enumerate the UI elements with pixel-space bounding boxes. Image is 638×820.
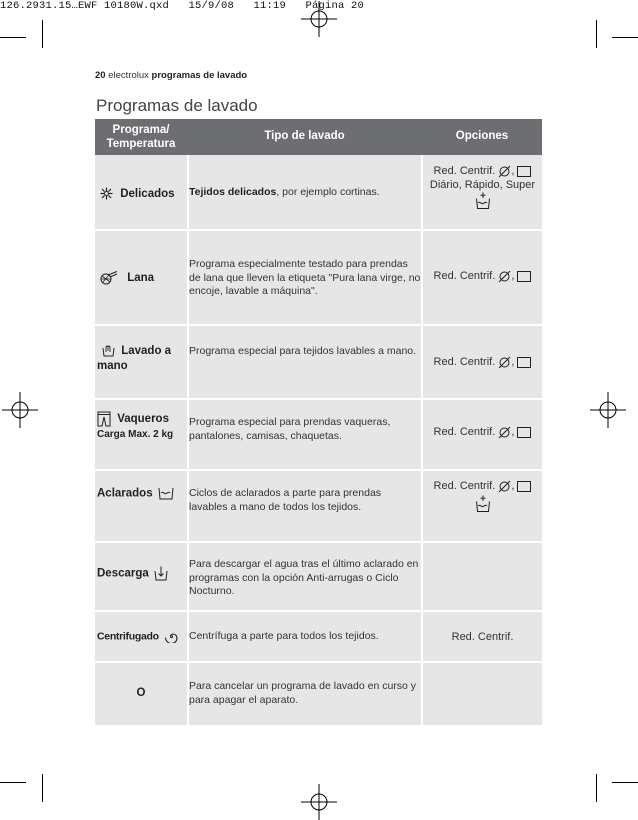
option-text: Red. Centrif. xyxy=(433,426,496,438)
option-text: Red. Centrif. xyxy=(433,356,496,368)
options-cell xyxy=(423,164,542,210)
separator: , xyxy=(511,480,515,492)
options-cell xyxy=(423,355,542,369)
program-name: Delicados xyxy=(120,187,175,200)
table-header xyxy=(95,119,542,155)
program-cell xyxy=(98,271,190,285)
easy-iron-icon xyxy=(517,357,531,368)
header-program xyxy=(95,123,187,151)
header-options: Opciones xyxy=(455,130,509,142)
no-spin-icon xyxy=(498,426,511,439)
wash-type-cell: Para cancelar un programa de lavado en curso y para apagar el aparato. xyxy=(189,680,417,706)
crop-mark xyxy=(596,774,597,802)
program-cell xyxy=(97,487,189,500)
wash-type-cell: Programa especialmente testado para prendas de lana que lleven la etiqueta "Pura lana virge, no encoje, lavable a máquina". xyxy=(189,258,421,297)
brand-name: electrolux xyxy=(108,70,149,81)
crop-mark xyxy=(42,774,43,802)
separator: , xyxy=(511,356,515,368)
program-name: Lavado a mano xyxy=(97,345,172,372)
program-name: Lana xyxy=(127,272,155,285)
delicate-flower-icon xyxy=(100,187,113,200)
table-row xyxy=(95,541,542,610)
programs-table xyxy=(95,119,542,725)
program-name: Descarga xyxy=(97,567,149,580)
easy-iron-icon xyxy=(517,271,531,282)
easy-iron-icon xyxy=(517,427,531,438)
running-head xyxy=(95,70,247,81)
separator: , xyxy=(511,426,515,438)
program-name: Aclarados xyxy=(97,487,153,500)
separator: , xyxy=(511,270,515,282)
options-cell xyxy=(423,269,542,283)
options-cell xyxy=(423,479,542,513)
option-text: Red. Centrif. xyxy=(433,270,496,282)
wash-type-cell: Para descargar el agua tras el último aclarado en programas con la opción Anti-arrugas o Ciclo Nocturno. xyxy=(189,558,419,597)
wash-type-cell: Centrífuga a parte para todos los tejidos. xyxy=(189,630,379,642)
registration-mark-icon xyxy=(2,392,38,428)
program-name: Vaqueros xyxy=(117,413,169,426)
crop-mark xyxy=(612,782,638,783)
wash-type-cell: Programa especial para prendas vaqueras, pantalones, camisas, chaquetas. xyxy=(189,416,391,442)
extra-rinse-icon xyxy=(475,192,491,210)
no-spin-icon xyxy=(498,270,511,283)
crop-mark xyxy=(0,782,26,783)
header-wash-type: Tipo de lavado xyxy=(264,130,345,142)
no-spin-icon xyxy=(498,480,511,493)
wash-type-cell xyxy=(189,186,421,200)
printer-slug: 126.2931.15…EWF 10180W.qxd 15/9/08 11:19 Página 20 xyxy=(0,0,365,12)
section-name: programas de lavado xyxy=(151,70,248,81)
crop-mark xyxy=(0,37,26,38)
wash-type-text: , por ejemplo cortinas. xyxy=(276,186,380,198)
separator: , xyxy=(511,165,515,177)
program-name: Centrifugado xyxy=(97,630,159,643)
no-spin-icon xyxy=(498,356,511,369)
header-program-label: Programa/ Temperatura xyxy=(106,124,176,150)
hand-wash-icon xyxy=(102,344,115,357)
program-cell xyxy=(100,187,192,200)
page-title: Programas de lavado xyxy=(96,96,258,115)
table-row xyxy=(95,155,542,229)
crop-mark xyxy=(596,20,597,48)
no-spin-icon xyxy=(498,165,511,178)
option-text: Red. Centrif. xyxy=(433,480,496,492)
spin-icon xyxy=(165,630,178,643)
extra-rinse-icon xyxy=(475,495,491,513)
registration-mark-icon xyxy=(301,1,337,37)
easy-iron-icon xyxy=(517,166,531,177)
program-cell xyxy=(97,344,189,374)
option-text: Red. Centrif. xyxy=(433,165,496,177)
drain-icon xyxy=(154,566,168,581)
table-row xyxy=(95,324,542,398)
crop-mark xyxy=(42,20,43,48)
easy-iron-icon xyxy=(517,481,531,492)
rinse-icon xyxy=(158,487,174,500)
wool-yarn-icon xyxy=(98,271,118,285)
table-row xyxy=(95,398,542,469)
program-cell xyxy=(97,566,189,581)
table-row xyxy=(95,469,542,541)
table-row xyxy=(95,610,542,661)
page-number: 20 xyxy=(95,70,106,81)
options-cell: Red. Centrif. xyxy=(451,631,514,643)
registration-mark-icon xyxy=(301,784,337,820)
wash-type-highlight: Tejidos delicados xyxy=(189,186,277,198)
wash-type-cell: Programa especial para tejidos lavables a mano. xyxy=(189,345,417,357)
registration-mark-icon xyxy=(590,392,626,428)
program-load: Carga Max. 2 kg xyxy=(97,429,174,440)
program-cell xyxy=(97,630,189,643)
table-row xyxy=(95,661,542,725)
options-cell xyxy=(423,425,542,439)
crop-mark xyxy=(612,37,638,38)
wash-type-cell: Ciclos de aclarados a parte para prendas lavables a mano de todos los tejidos. xyxy=(189,487,382,513)
jeans-icon xyxy=(97,411,111,427)
option-text: Diário, Rápido, Super xyxy=(429,179,536,191)
table-row xyxy=(95,229,542,324)
program-cell xyxy=(97,411,189,440)
program-cell: O xyxy=(136,687,146,699)
